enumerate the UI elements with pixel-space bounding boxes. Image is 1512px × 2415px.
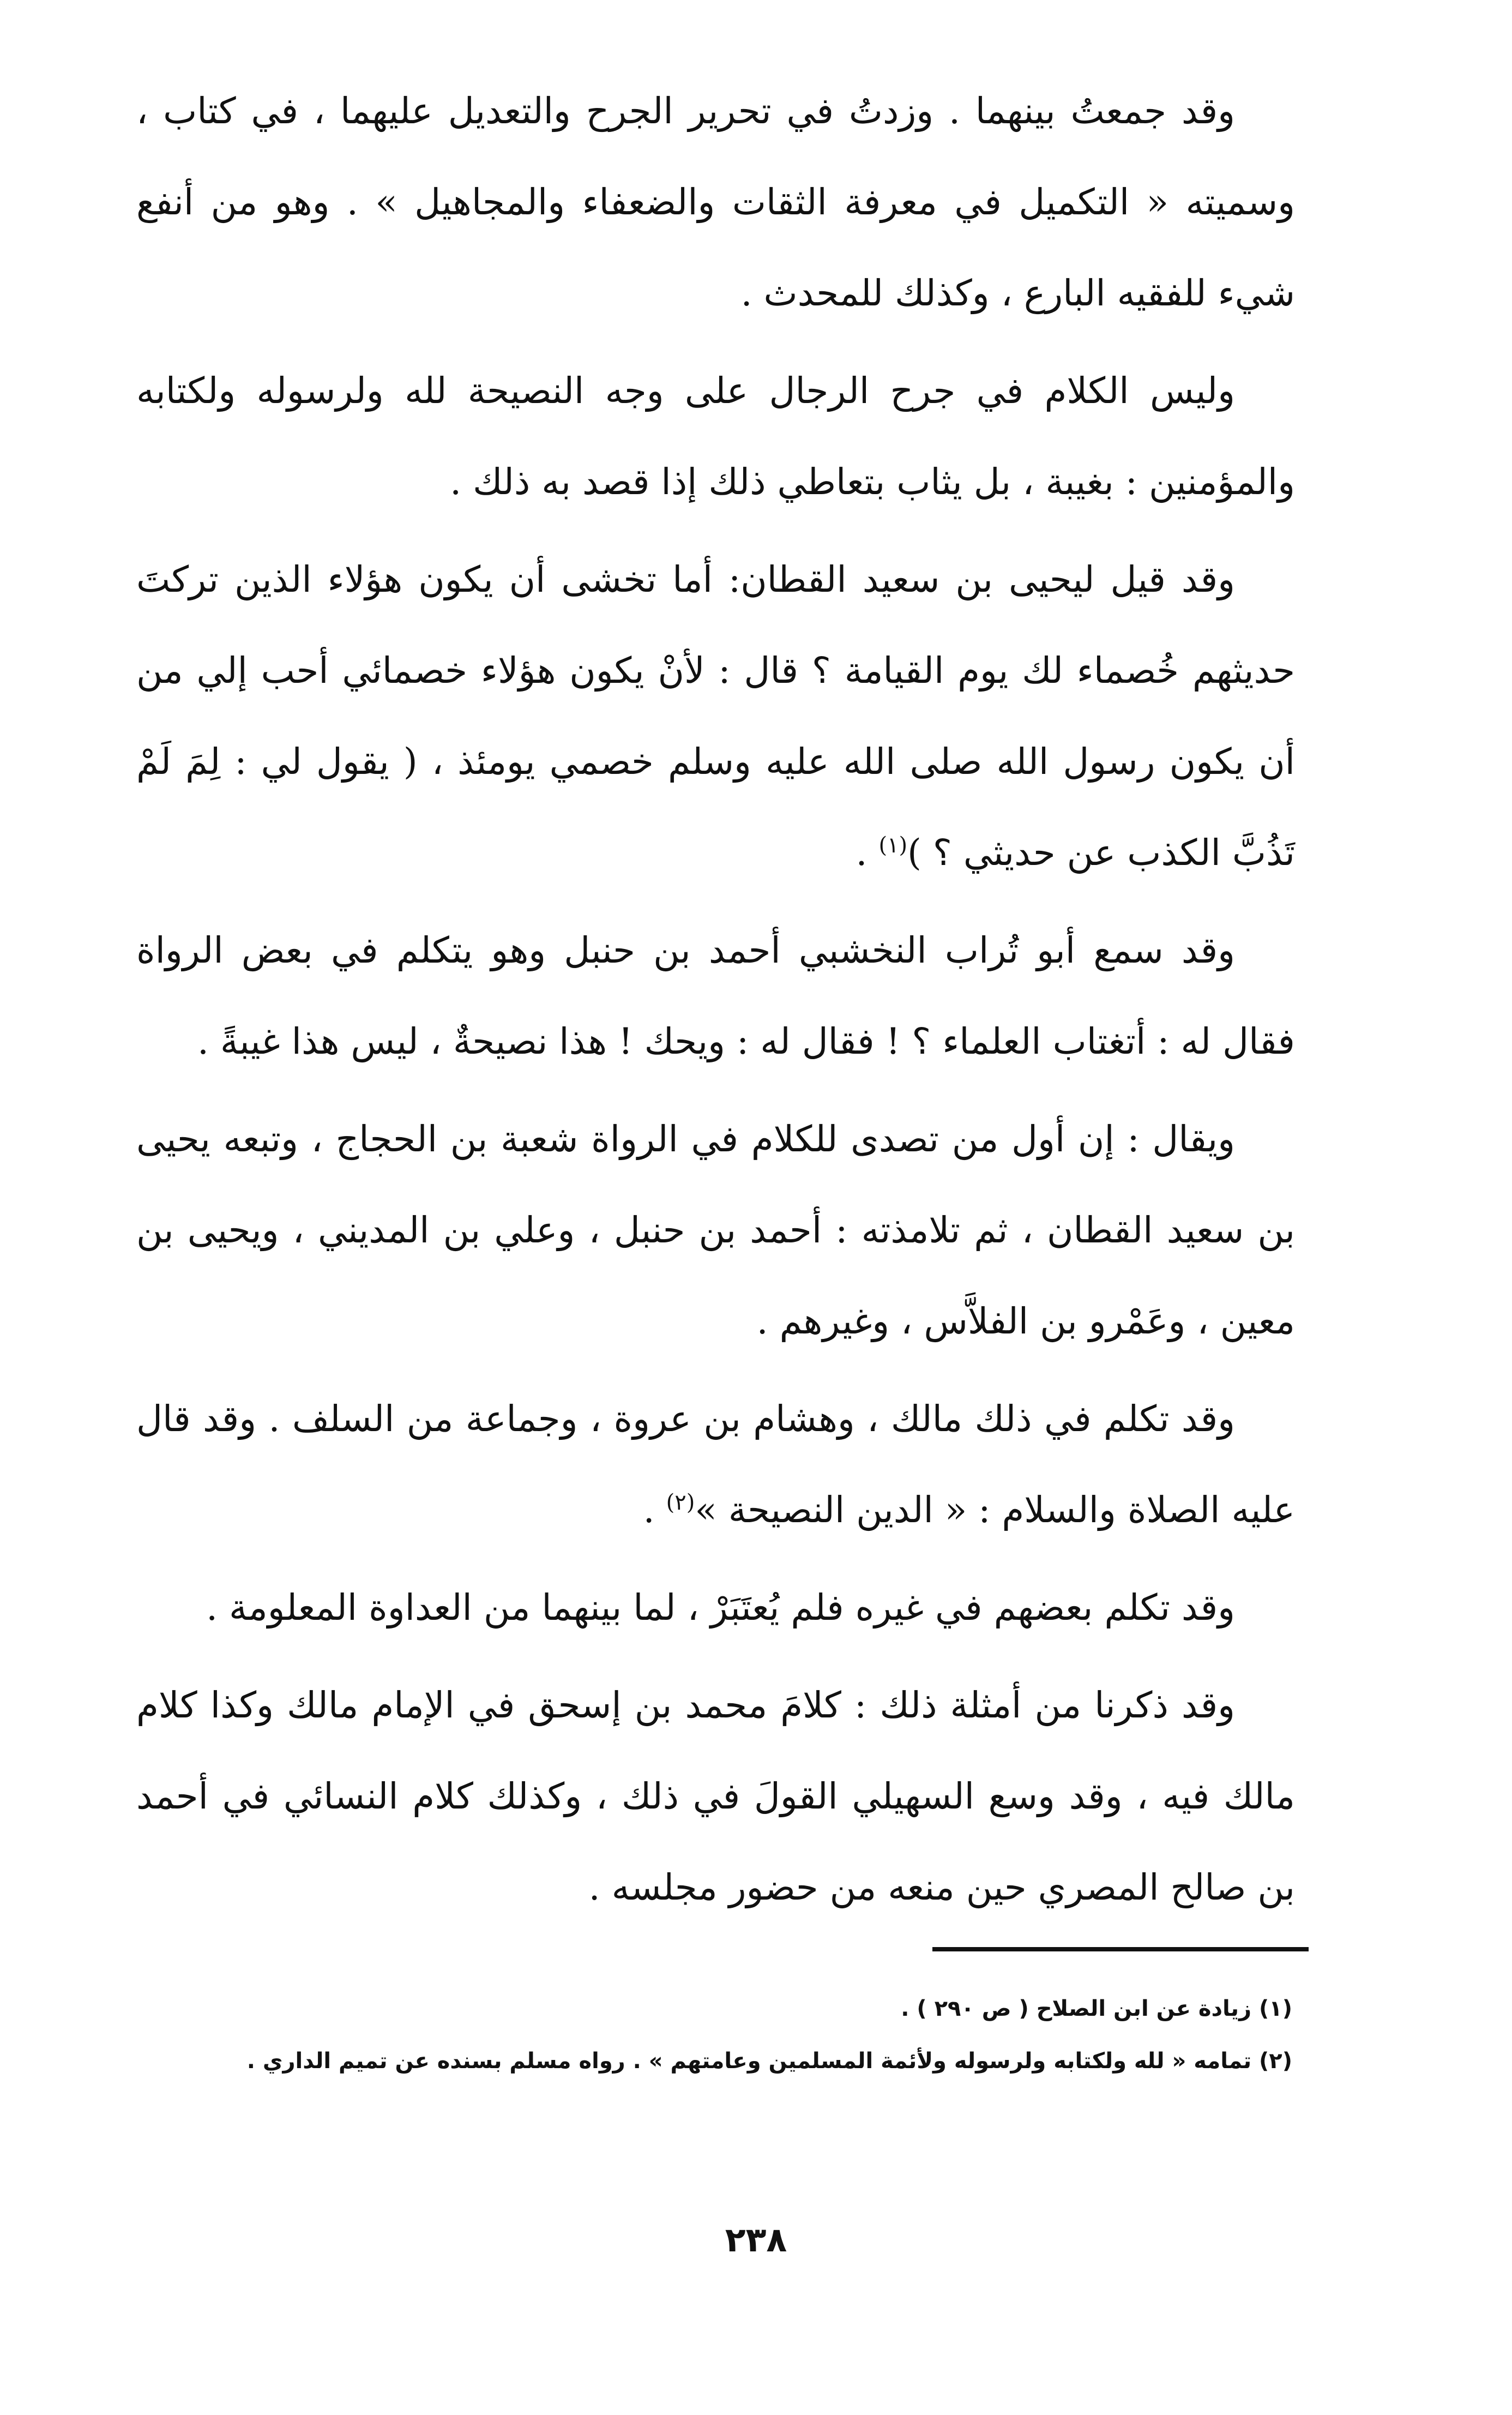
paragraph-4-text: وقد سمع أبو تُراب النخشبي أحمد بن حنبل وهو يتكلم في بعض الرواة فقال له : أتغتاب العلماء ؟ ! فقال له : ويحك ! هذا نصيحةٌ ، ليس هذا غيبةً . — [136, 929, 1295, 1062]
paragraph-7 — [136, 1562, 1295, 1653]
footnote-2: (٢) تمامه « لله ولكتابه ولرسوله ولأئمة المسلمين وعامتهم » . رواه مسلم بسنده عن تميم الداري . — [246, 2048, 1292, 2074]
paragraph-5 — [136, 1094, 1295, 1367]
paragraph-3-tail: . — [856, 832, 879, 874]
paragraph-7-text: وقد تكلم بعضهم في غيره فلم يُعتَبَرْ ، لما بينهما من العداوة المعلومة . — [206, 1587, 1235, 1629]
paragraph-3-text: وقد قيل ليحيى بن سعيد القطان: أما تخشى أن يكون هؤلاء الذين تركتَ حديثهم خُصماء لك يوم القيامة ؟ قال : لأنْ يكون هؤلاء خصمائي أحب إلي من أن يكون رسول الله صلى الله عليه وسلم خصمي يومئذ ، ( يقول لي : لِمَ لَمْ تَذُبَّ الكذب عن حديثي ؟ ) — [136, 558, 1295, 874]
paragraph-2-text: وليس الكلام في جرح الرجال على وجه النصيحة لله ولرسوله ولكتابه والمؤمنين : بغيبة ، بل يثاب بتعاطي ذلك إذا قصد به ذلك . — [136, 370, 1295, 503]
paragraph-3 — [136, 534, 1295, 898]
footnote-separator — [932, 1947, 1309, 1951]
paragraph-5-text: ويقال : إن أول من تصدى للكلام في الرواة شعبة بن الحجاج ، وتبعه يحيى بن سعيد القطان ، ثم تلامذته : أحمد بن حنبل ، وعلي بن المديني ، ويحيى بن معين ، وعَمْرو بن الفلاَّس ، وغيرهم . — [136, 1118, 1295, 1342]
footnote-ref-1: (١) — [878, 833, 908, 858]
footnotes — [125, 1985, 1292, 2090]
paragraph-1-text: وقد جمعتُ بينهما . وزدتُ في تحرير الجرح والتعديل عليهما ، في كتاب ، وسميته « التكميل في معرفة الثقات والضعفاء والمجاهيل » . وهو من أنفع شيء للفقيه البارع ، وكذلك للمحدث . — [136, 90, 1295, 314]
paragraph-4 — [136, 905, 1295, 1087]
paragraph-6-text: وقد تكلم في ذلك مالك ، وهشام بن عروة ، وجماعة من السلف . وقد قال عليه الصلاة والسلام : « الدين النصيحة » — [136, 1398, 1295, 1531]
paragraph-8 — [136, 1660, 1295, 1933]
main-text — [136, 65, 1295, 1939]
paragraph-1 — [136, 65, 1295, 339]
footnote-ref-2: (٢) — [666, 1490, 695, 1515]
footnote-1: (١) زيادة عن ابن الصلاح ( ص ٢٩٠ ) . — [901, 1996, 1292, 2021]
paragraph-6-tail: . — [643, 1489, 666, 1531]
page-number: ٢٣٨ — [725, 2220, 787, 2260]
paragraph-2 — [136, 345, 1295, 527]
paragraph-8-text: وقد ذكرنا من أمثلة ذلك : كلامَ محمد بن إسحق في الإمام مالك وكذا كلام مالك فيه ، وقد وسع السهيلي القولَ في ذلك ، وكذلك كلام النسائي في أحمد بن صالح المصري حين منعه من حضور مجلسه . — [136, 1684, 1295, 1908]
paragraph-6 — [136, 1373, 1295, 1555]
